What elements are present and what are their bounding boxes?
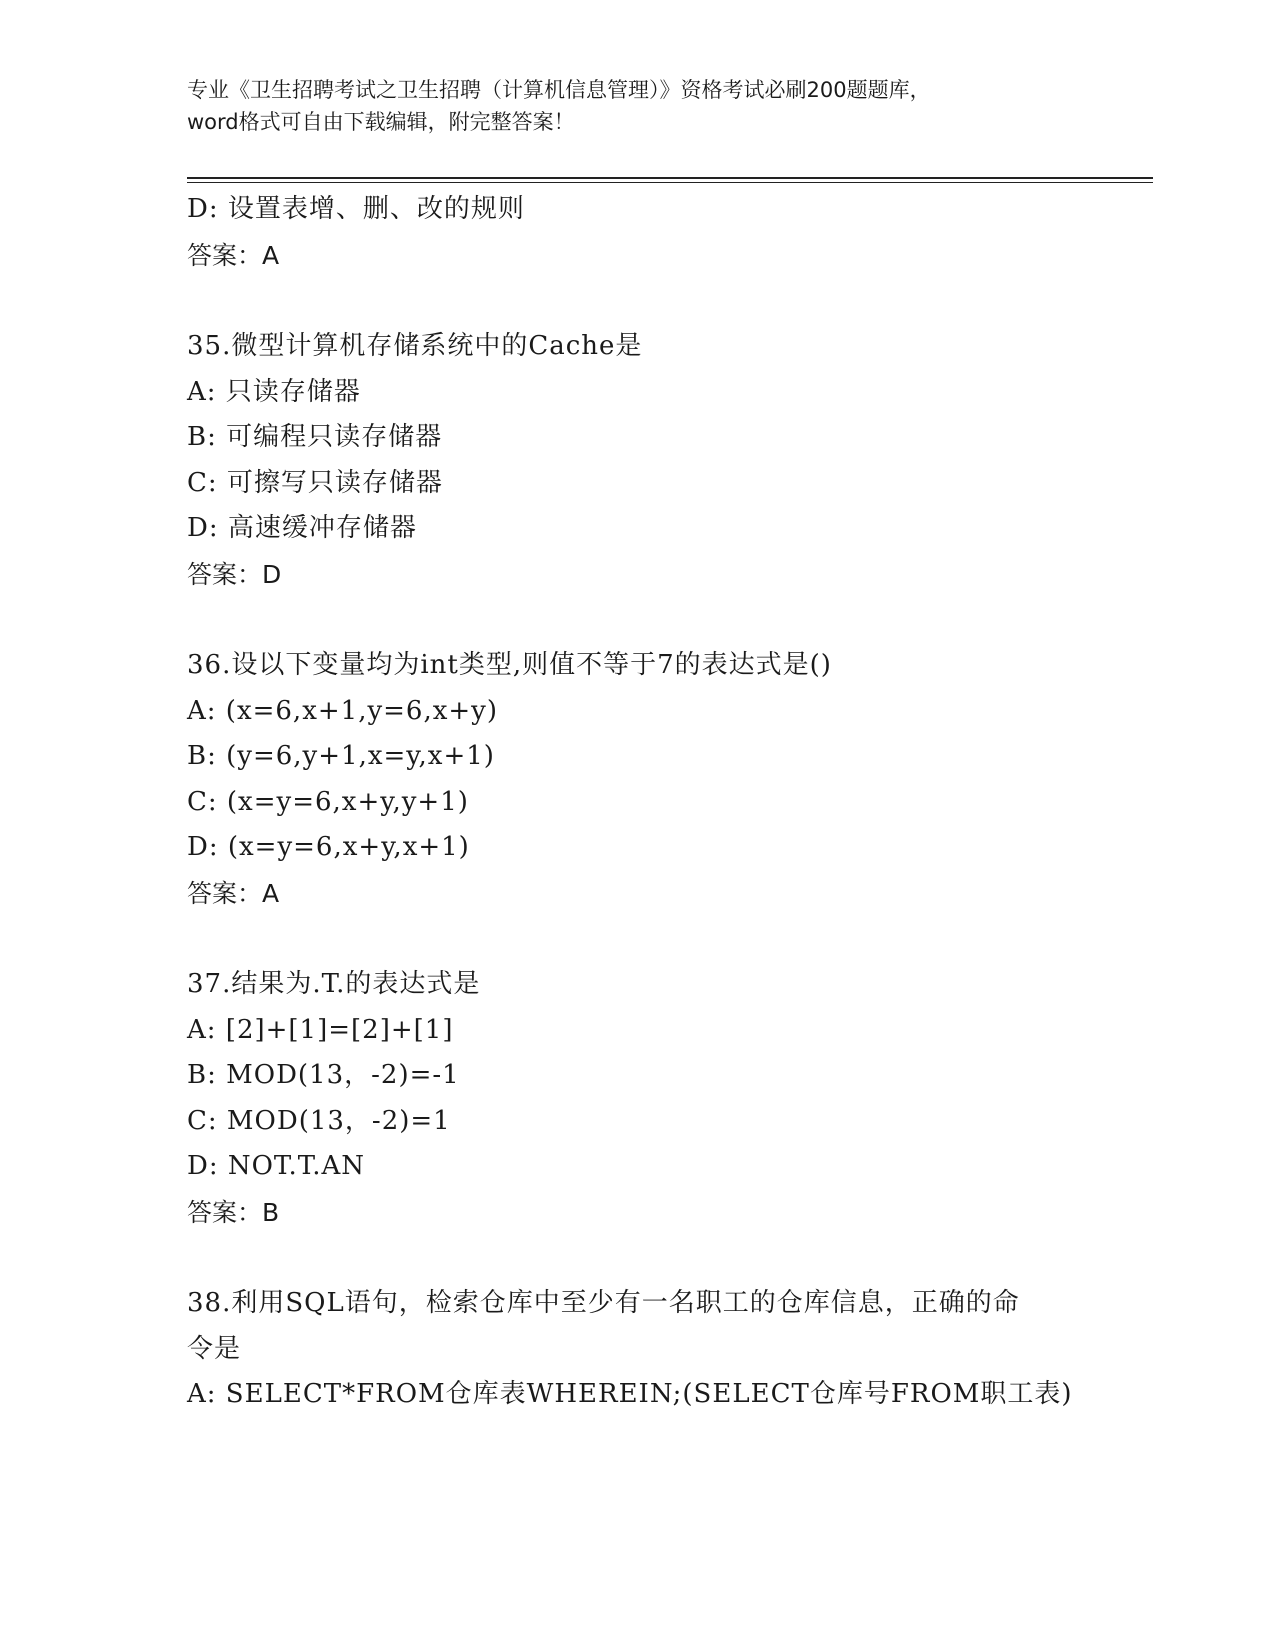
option-a: A: SELECT*FROM仓库表WHEREIN;(SELECT仓库号FROM职工表) (187, 1379, 1073, 1409)
option-c: C: (x=y=6,x+y,y+1) (187, 786, 469, 817)
header-line-2: word格式可自由下载编辑，附完整答案！ (187, 110, 575, 134)
question-stem: 37.结果为.T.的表达式是 (187, 969, 481, 999)
answer-line: 答案：A (187, 240, 280, 270)
option-b: B: 可编程只读存储器 (187, 422, 443, 452)
question-38 (187, 1281, 1087, 1418)
option-a: A: (x=6,x+1,y=6,x+y) (187, 695, 499, 726)
question-stem: 35.微型计算机存储系统中的Cache是 (187, 331, 643, 361)
option-c: C: MOD(13，-2)=1 (187, 1105, 451, 1136)
header-line-1: 专业《卫生招聘考试之卫生招聘（计算机信息管理）》资格考试必刷200题题库， (187, 78, 931, 102)
document-header (187, 74, 1087, 138)
option-d: D: NOT.T.AN (187, 1151, 366, 1181)
question-37 (187, 962, 1087, 1235)
option-d: D: 设置表增、删、改的规则 (187, 194, 525, 224)
question-stem: 36.设以下变量均为int类型,则值不等于7的表达式是() (187, 650, 832, 680)
option-a: A: 只读存储器 (187, 376, 361, 407)
answer-line: 答案：B (187, 1197, 280, 1227)
question-35 (187, 324, 1087, 597)
previous-question-tail (187, 187, 1087, 278)
option-d: D: (x=y=6,x+y,x+1) (187, 832, 470, 862)
option-a: A: [2]+[1]=[2]+[1] (187, 1014, 454, 1045)
question-stem-continued: 令是 (187, 1333, 242, 1364)
option-b: B: (y=6,y+1,x=y,x+1) (187, 741, 495, 771)
option-c: C: 可擦写只读存储器 (187, 467, 443, 498)
question-stem: 38.利用SQL语句，检索仓库中至少有一名职工的仓库信息，正确的命 (187, 1288, 1020, 1318)
answer-line: 答案：D (187, 559, 282, 589)
option-d: D: 高速缓冲存储器 (187, 513, 417, 543)
answer-line: 答案：A (187, 878, 280, 908)
option-b: B: MOD(13，-2)=-1 (187, 1060, 460, 1090)
header-divider-thick (187, 177, 1153, 179)
header-divider-thin (187, 182, 1153, 183)
question-36 (187, 643, 1087, 916)
question-list (187, 187, 1087, 1418)
